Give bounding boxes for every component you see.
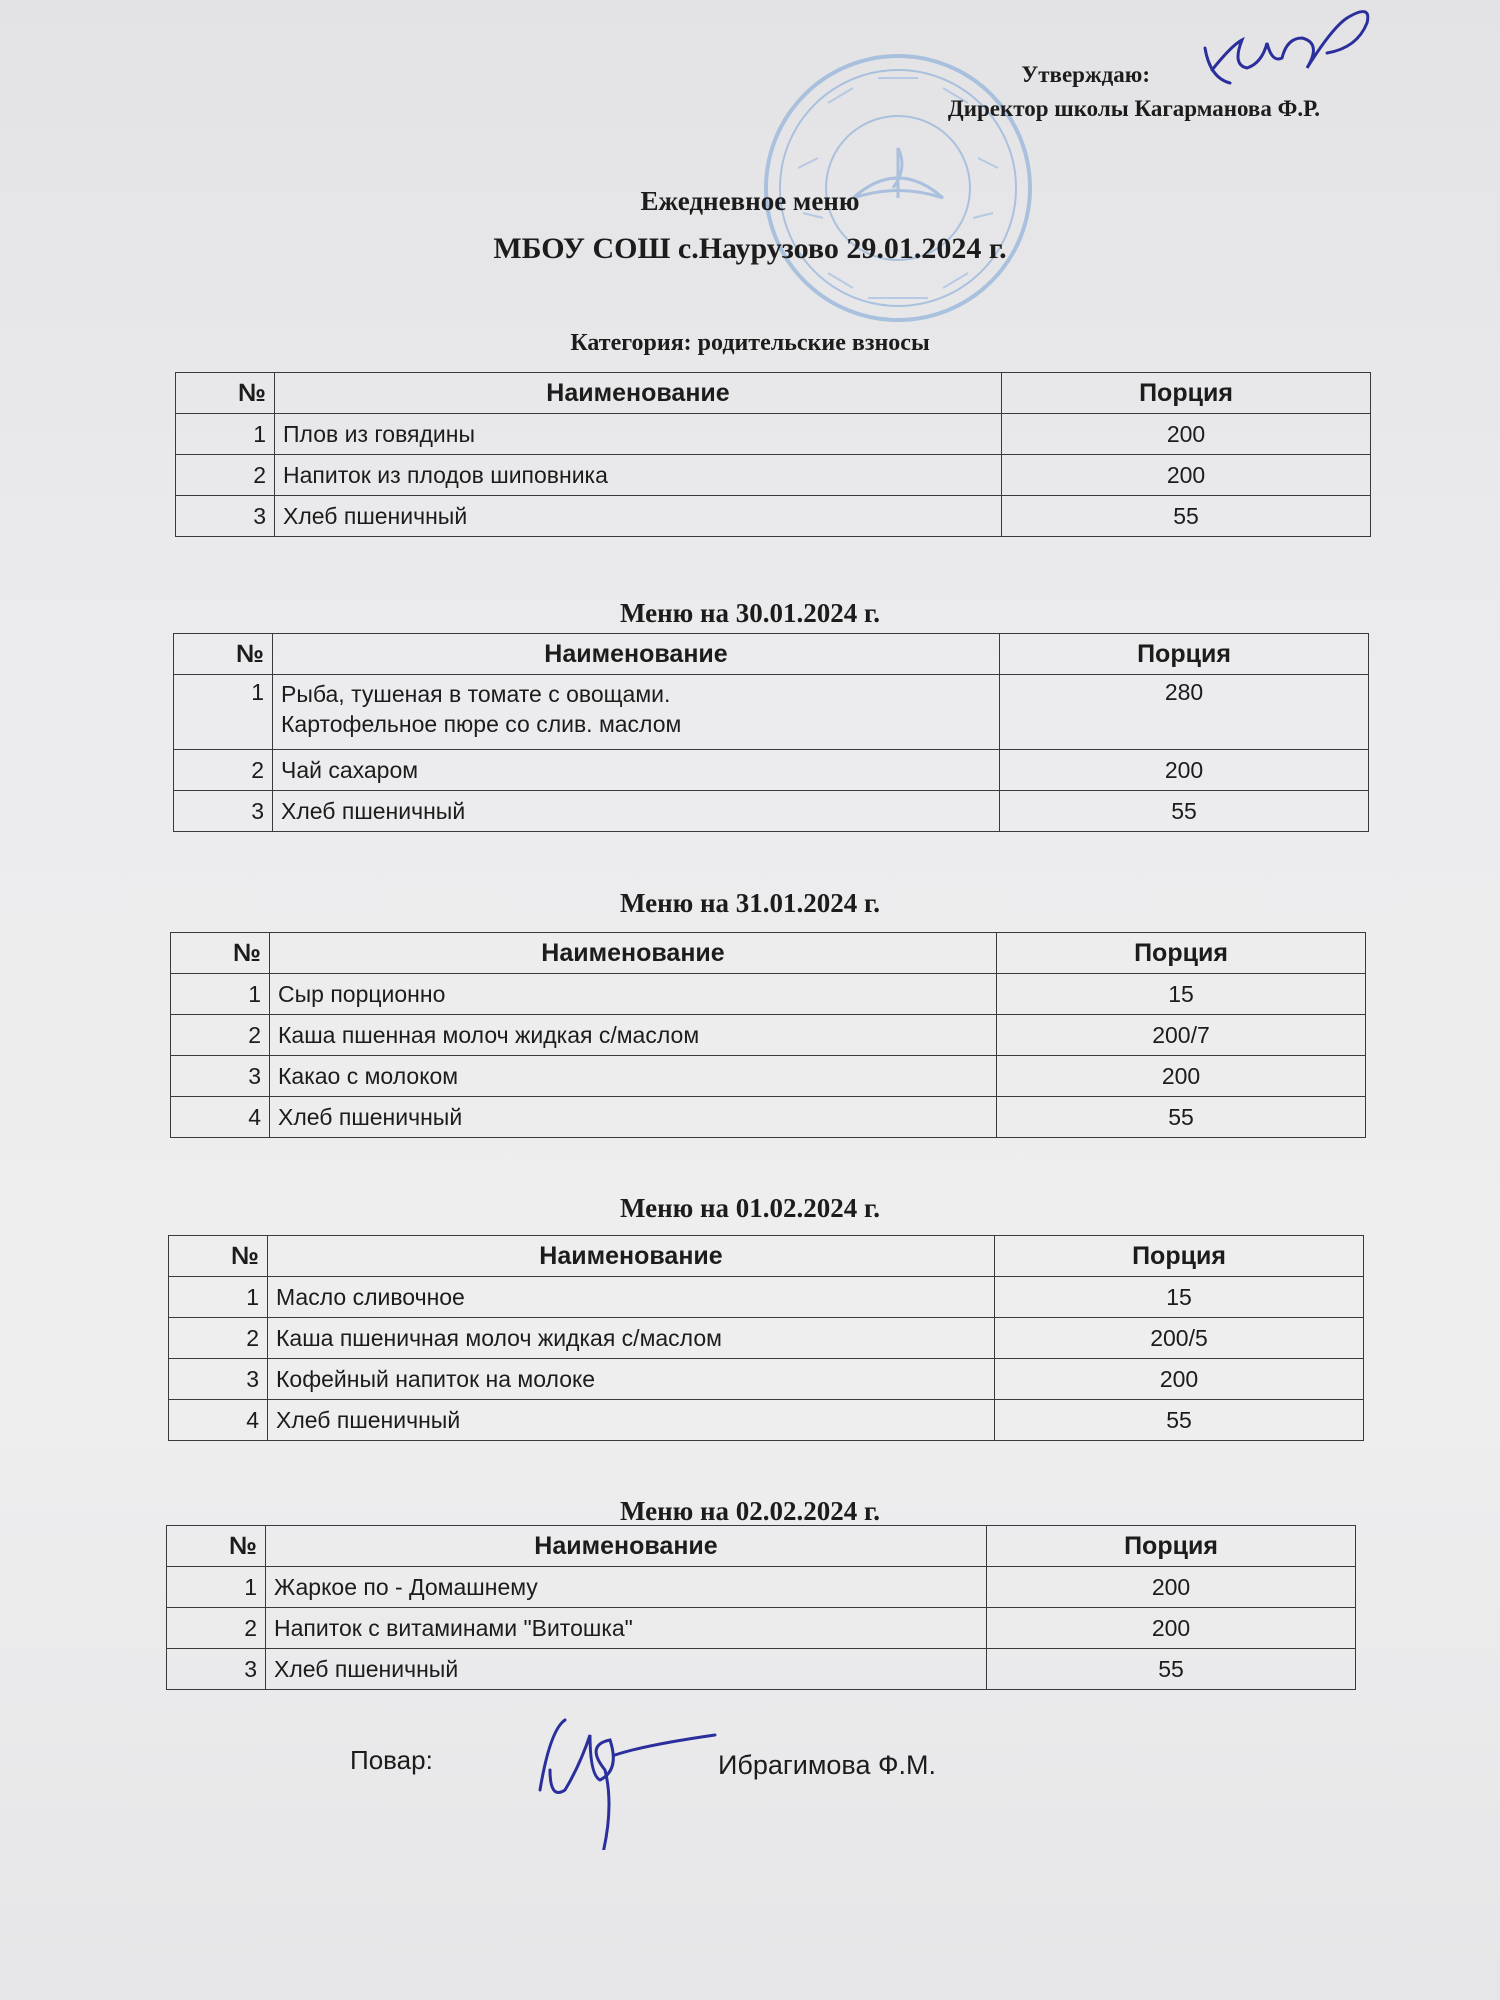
row-number: 1 <box>174 675 273 750</box>
row-number: 2 <box>174 750 273 791</box>
menu-table-02-02 <box>166 1525 1356 1690</box>
table-header <box>171 933 1366 974</box>
portion-value: 55 <box>1002 496 1371 537</box>
table-row <box>176 455 1371 496</box>
table-row <box>171 1056 1366 1097</box>
table-row <box>169 1277 1364 1318</box>
cook-signature <box>520 1700 720 1850</box>
table-row <box>174 750 1369 791</box>
portion-value: 200 <box>1002 414 1371 455</box>
row-number: 2 <box>167 1608 266 1649</box>
director-name: Директор школы Кагарманова Ф.Р. <box>947 96 1320 121</box>
dish-name: Хлеб пшеничный <box>266 1649 987 1690</box>
table-row <box>169 1318 1364 1359</box>
dish-name: Каша пшенная молоч жидкая с/маслом <box>270 1015 997 1056</box>
column-header-portion: Порция <box>995 1236 1364 1277</box>
dish-name-line2: Картофельное пюре со слив. маслом <box>281 711 682 737</box>
row-number: 3 <box>167 1649 266 1690</box>
menu-table-31-01 <box>170 932 1366 1138</box>
column-header-portion: Порция <box>1000 634 1369 675</box>
document-title: Ежедневное меню <box>640 186 860 216</box>
row-number: 1 <box>171 974 270 1015</box>
column-header-no: № <box>171 933 270 974</box>
table-row <box>171 974 1366 1015</box>
portion-value: 55 <box>995 1400 1364 1441</box>
menu-heading-30-01: Меню на 30.01.2024 г. <box>619 598 881 628</box>
menu-heading-31-01: Меню на 31.01.2024 г. <box>619 888 881 918</box>
column-header-portion: Порция <box>997 933 1366 974</box>
dish-name: Каша пшеничная молоч жидкая с/маслом <box>268 1318 995 1359</box>
table-header <box>167 1526 1356 1567</box>
portion-value: 200 <box>997 1056 1366 1097</box>
portion-value: 200/7 <box>997 1015 1366 1056</box>
column-header-no: № <box>174 634 273 675</box>
director-signature <box>1190 10 1400 110</box>
dish-name: Напиток из плодов шиповника <box>275 455 1002 496</box>
approval-block <box>0 58 1320 126</box>
dish-name: Хлеб пшеничный <box>275 496 1002 537</box>
menu-heading-02-02: Меню на 02.02.2024 г. <box>619 1496 881 1526</box>
dish-name: Хлеб пшеничный <box>273 791 1000 832</box>
portion-value: 15 <box>995 1277 1364 1318</box>
school-and-date: МБОУ СОШ с.Наурузово 29.01.2024 г. <box>493 232 1007 265</box>
dish-name: Масло сливочное <box>268 1277 995 1318</box>
cook-name: Ибрагимова Ф.М. <box>718 1750 936 1780</box>
column-header-no: № <box>176 373 275 414</box>
portion-value: 280 <box>1000 675 1369 750</box>
column-header-portion: Порция <box>987 1526 1356 1567</box>
dish-name: Сыр порционно <box>270 974 997 1015</box>
dish-name: Чай сахаром <box>273 750 1000 791</box>
table-row <box>176 496 1371 537</box>
column-header-name: Наименование <box>270 933 997 974</box>
row-number: 2 <box>171 1015 270 1056</box>
menu-table-29-01 <box>175 372 1371 537</box>
table-header <box>174 634 1369 675</box>
column-header-no: № <box>169 1236 268 1277</box>
portion-value: 200 <box>1000 750 1369 791</box>
table-row <box>171 1097 1366 1138</box>
dish-name: Плов из говядины <box>275 414 1002 455</box>
column-header-portion: Порция <box>1002 373 1371 414</box>
portion-value: 200 <box>1002 455 1371 496</box>
dish-name: Жаркое по - Домашнему <box>266 1567 987 1608</box>
column-header-name: Наименование <box>275 373 1002 414</box>
menu-table-30-01 <box>173 633 1369 832</box>
table-row <box>169 1359 1364 1400</box>
dish-name <box>273 675 1000 750</box>
menu-table-01-02 <box>168 1235 1364 1441</box>
table-row <box>171 1015 1366 1056</box>
row-number: 3 <box>169 1359 268 1400</box>
cook-label: Повар: <box>350 1745 433 1775</box>
table-header <box>169 1236 1364 1277</box>
approval-label: Утверждаю: <box>1021 62 1150 87</box>
column-header-name: Наименование <box>268 1236 995 1277</box>
table-row <box>174 791 1369 832</box>
dish-name: Хлеб пшеничный <box>268 1400 995 1441</box>
table-row <box>167 1608 1356 1649</box>
portion-value: 55 <box>1000 791 1369 832</box>
table-header <box>176 373 1371 414</box>
row-number: 1 <box>167 1567 266 1608</box>
table-row <box>167 1567 1356 1608</box>
column-header-no: № <box>167 1526 266 1567</box>
row-number: 3 <box>174 791 273 832</box>
dish-name-line1: Рыба, тушеная в томате с овощами. <box>281 681 671 707</box>
table-row <box>169 1400 1364 1441</box>
portion-value: 15 <box>997 974 1366 1015</box>
portion-value: 55 <box>987 1649 1356 1690</box>
dish-name: Какао с молоком <box>270 1056 997 1097</box>
dish-name: Напиток с витаминами "Витошка" <box>266 1608 987 1649</box>
category-label: Категория: родительские взносы <box>570 330 930 356</box>
row-number: 2 <box>169 1318 268 1359</box>
portion-value: 200 <box>995 1359 1364 1400</box>
portion-value: 200 <box>987 1608 1356 1649</box>
column-header-name: Наименование <box>273 634 1000 675</box>
portion-value: 55 <box>997 1097 1366 1138</box>
table-row <box>174 675 1369 750</box>
dish-name: Кофейный напиток на молоке <box>268 1359 995 1400</box>
table-row <box>167 1649 1356 1690</box>
menu-heading-01-02: Меню на 01.02.2024 г. <box>619 1193 881 1223</box>
row-number: 4 <box>169 1400 268 1441</box>
table-row <box>176 414 1371 455</box>
row-number: 1 <box>169 1277 268 1318</box>
portion-value: 200/5 <box>995 1318 1364 1359</box>
row-number: 4 <box>171 1097 270 1138</box>
portion-value: 200 <box>987 1567 1356 1608</box>
row-number: 3 <box>176 496 275 537</box>
dish-name: Хлеб пшеничный <box>270 1097 997 1138</box>
row-number: 1 <box>176 414 275 455</box>
row-number: 2 <box>176 455 275 496</box>
row-number: 3 <box>171 1056 270 1097</box>
column-header-name: Наименование <box>266 1526 987 1567</box>
